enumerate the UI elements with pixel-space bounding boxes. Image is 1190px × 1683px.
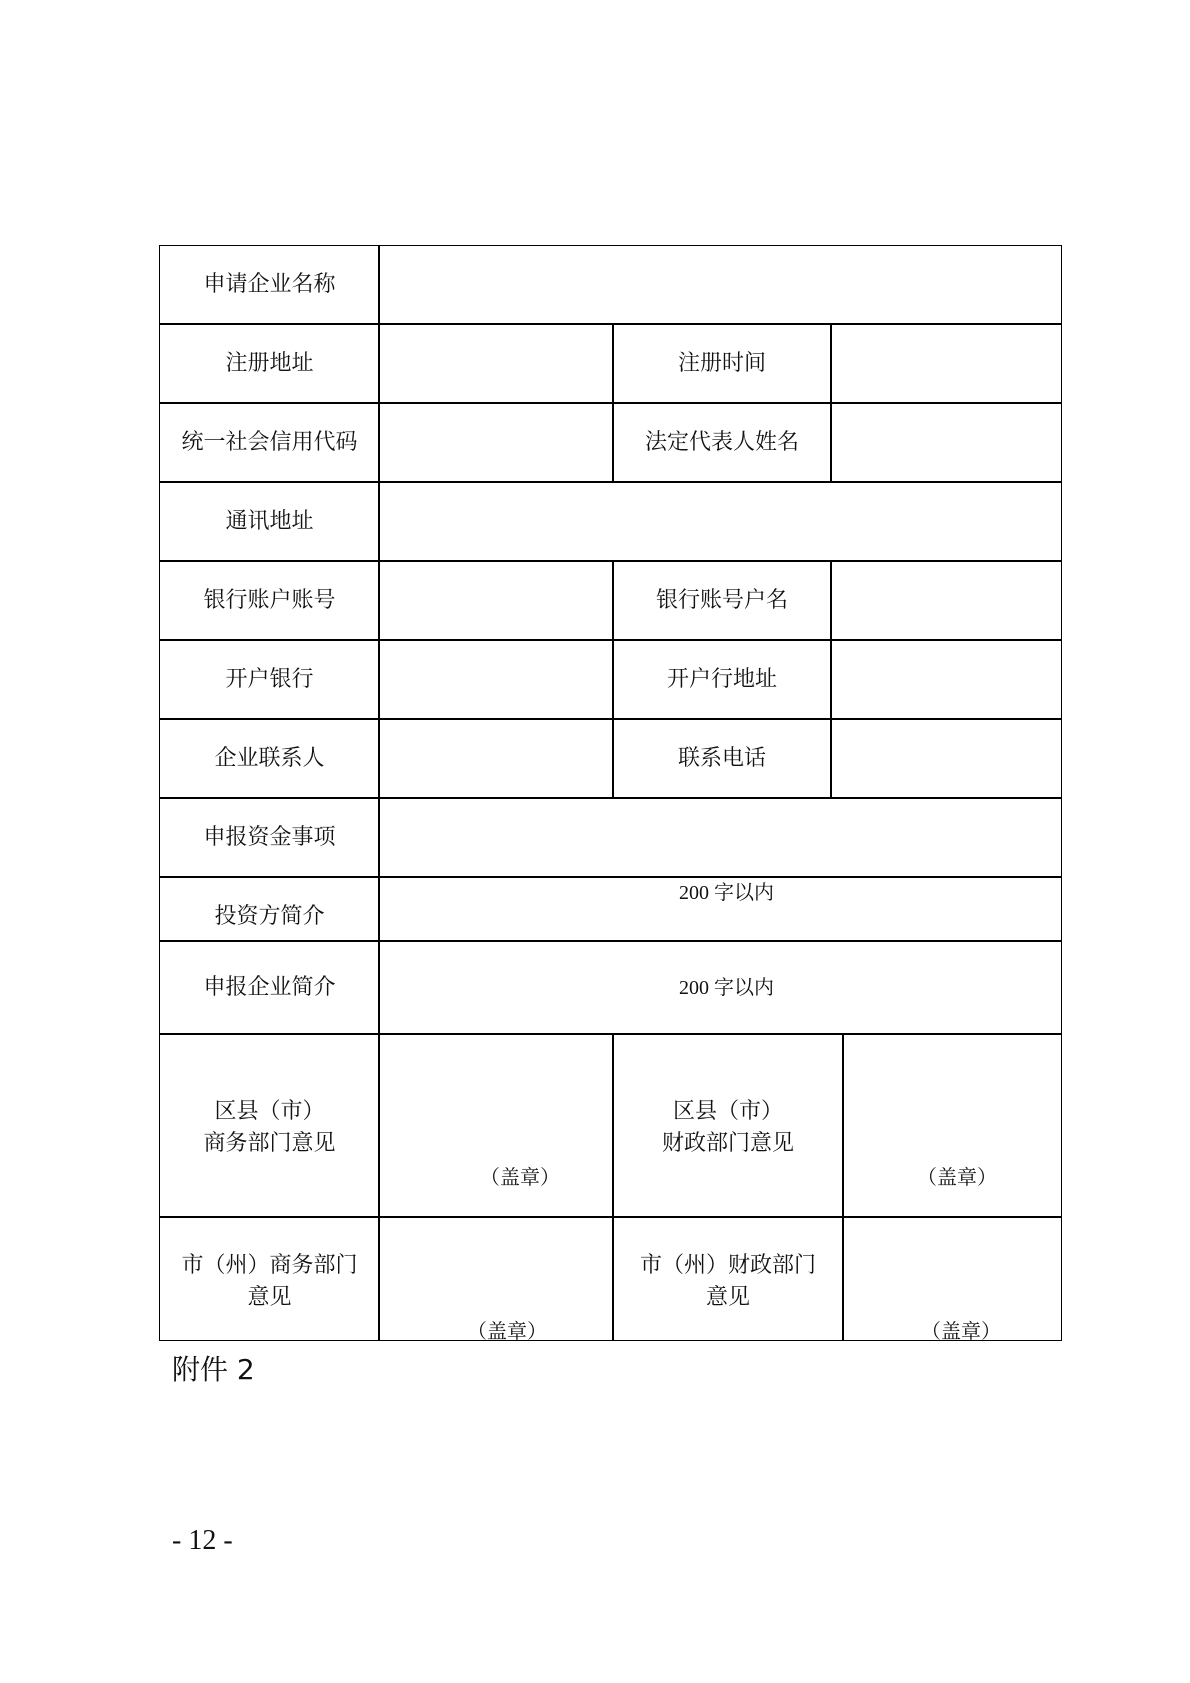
cell-value-county-commerce[interactable]: [378, 1033, 614, 1218]
cell-value-funding-item[interactable]: [378, 797, 1062, 878]
label-contact: 企业联系人: [214, 745, 325, 771]
label-investor-intro: 投资方简介: [214, 904, 325, 929]
label-bank-address: 开户行地址: [666, 666, 777, 692]
label-bank-account-name: 银行账号户名: [655, 587, 788, 613]
cell-value-legal-rep[interactable]: [830, 402, 1062, 483]
cell-value-county-finance[interactable]: [842, 1033, 1062, 1218]
label-company-name: 申请企业名称: [203, 272, 336, 297]
label-county-finance: 区县（市） 财政部门意见: [661, 1099, 794, 1156]
label-county-commerce: 区县（市） 商务部门意见: [203, 1099, 336, 1156]
label-mail-address: 通讯地址: [225, 508, 314, 534]
label-company-intro: 申报企业简介: [203, 974, 336, 1000]
cell-value-credit-code[interactable]: [378, 402, 614, 483]
cell-value-company-name[interactable]: [378, 245, 1062, 325]
label-bank: 开户银行: [225, 666, 314, 692]
seal-city-commerce: （盖章）: [467, 1319, 547, 1343]
cell-value-bank-account-name[interactable]: [830, 560, 1062, 641]
cell-value-bank-address[interactable]: [830, 639, 1062, 720]
label-reg-time: 注册时间: [677, 350, 766, 376]
investor-intro-note: 200 字以内: [679, 882, 774, 904]
cell-value-mail-address[interactable]: [378, 481, 1062, 562]
label-funding-item: 申报资金事项: [203, 824, 336, 850]
seal-city-finance: （盖章）: [921, 1319, 1001, 1343]
cell-value-bank[interactable]: [378, 639, 614, 720]
cell-value-reg-address[interactable]: [378, 323, 614, 404]
cell-value-phone[interactable]: [830, 718, 1062, 799]
seal-county-commerce: （盖章）: [480, 1165, 560, 1189]
page-number: - 12 -: [172, 1525, 233, 1556]
label-phone: 联系电话: [677, 745, 766, 771]
cell-value-contact[interactable]: [378, 718, 614, 799]
cell-value-reg-time[interactable]: [830, 323, 1062, 404]
company-intro-note: 200 字以内: [679, 977, 774, 999]
label-bank-account-no: 银行账户账号: [203, 587, 336, 613]
label-city-finance: 市（州）财政部门 意见: [639, 1253, 816, 1310]
label-credit-code: 统一社会信用代码: [181, 429, 358, 455]
cell-value-bank-account-no[interactable]: [378, 560, 614, 641]
attachment-label: 附件 2: [172, 1353, 255, 1386]
label-legal-rep: 法定代表人姓名: [644, 429, 799, 455]
label-reg-address: 注册地址: [225, 350, 314, 376]
label-city-commerce: 市（州）商务部门 意见: [181, 1253, 358, 1310]
seal-county-finance: （盖章）: [917, 1165, 997, 1189]
